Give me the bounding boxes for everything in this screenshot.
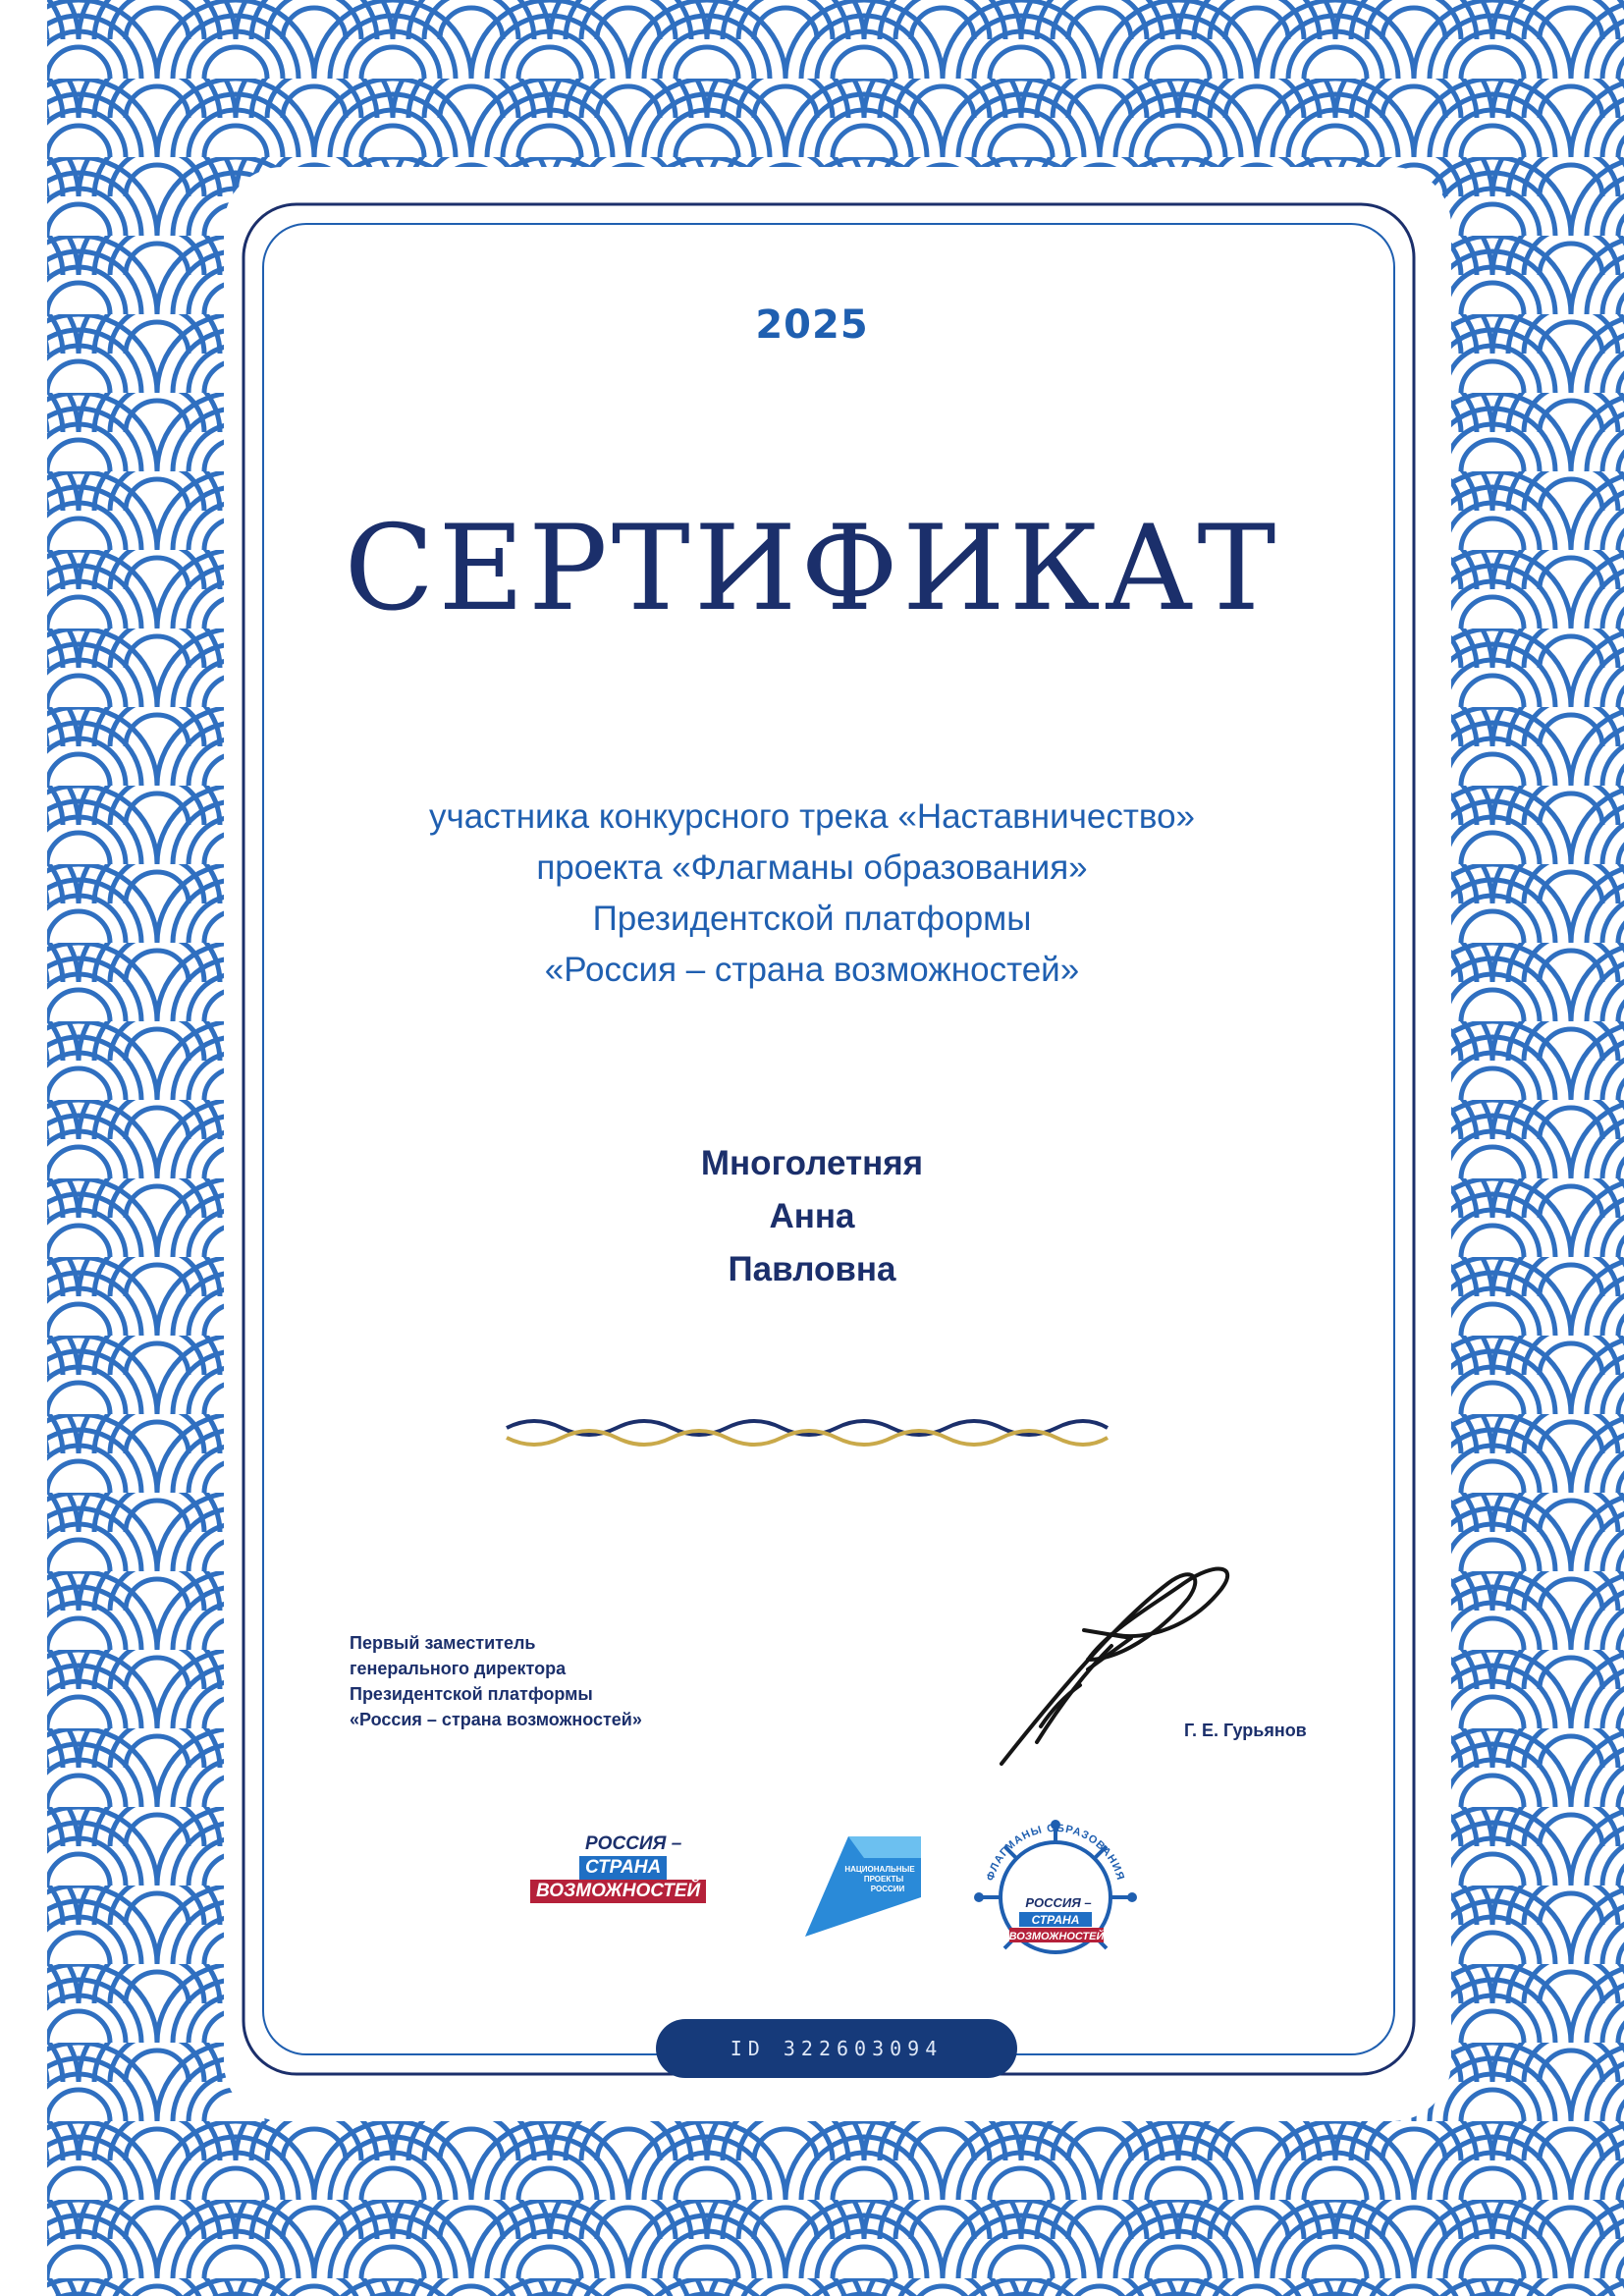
flagships-arc-text: ФЛАГМАНЫ ОБРАЗОВАНИЯ [984, 1822, 1127, 1883]
flagships-logo-line: СТРАНА [1031, 1913, 1080, 1927]
subtitle-line: участника конкурсного трека «Наставничество» [428, 797, 1195, 836]
signer-name: Г. Е. Гурьянов [1184, 1721, 1307, 1740]
flagships-logo-line: ВОЗМОЖНОСТЕЙ [1008, 1931, 1105, 1942]
national-projects-logo [785, 1829, 923, 1937]
signer-title-line: генерального директора [350, 1659, 567, 1678]
flagships-logo [962, 1817, 1149, 1954]
certificate-subtitle [0, 792, 1624, 996]
national-projects-line: РОССИИ [870, 1885, 905, 1893]
recipient-name [0, 1137, 1624, 1296]
subtitle-line: проекта «Флагманы образования» [536, 848, 1088, 887]
certificate-year: 2025 [755, 302, 869, 348]
recipient-patronymic: Павловна [728, 1250, 896, 1288]
certificate-title: СЕРТИФИКАТ [344, 501, 1280, 637]
rsv-logo-line: СТРАНА [579, 1856, 667, 1880]
rsv-logo [530, 1832, 746, 1927]
signer-title [350, 1630, 642, 1732]
national-projects-line: ПРОЕКТЫ [863, 1875, 904, 1884]
signer-title-line: Президентской платформы [350, 1684, 593, 1704]
signer-title-line: «Россия – страна возможностей» [350, 1710, 642, 1729]
rsv-logo-line: РОССИЯ – [585, 1833, 682, 1854]
national-projects-line: НАЦИОНАЛЬНЫЕ [844, 1865, 915, 1874]
certificate-id: ID 322603094 [656, 2019, 1017, 2078]
flagships-logo-line: РОССИЯ – [1025, 1895, 1092, 1910]
signer-title-line: Первый заместитель [350, 1633, 536, 1653]
recipient-surname: Многолетняя [700, 1144, 924, 1182]
subtitle-line: «Россия – страна возможностей» [544, 951, 1080, 989]
rsv-logo-line: ВОЗМОЖНОСТЕЙ [530, 1880, 706, 1903]
recipient-first-name: Анна [769, 1197, 855, 1235]
subtitle-line: Президентской платформы [592, 900, 1032, 938]
